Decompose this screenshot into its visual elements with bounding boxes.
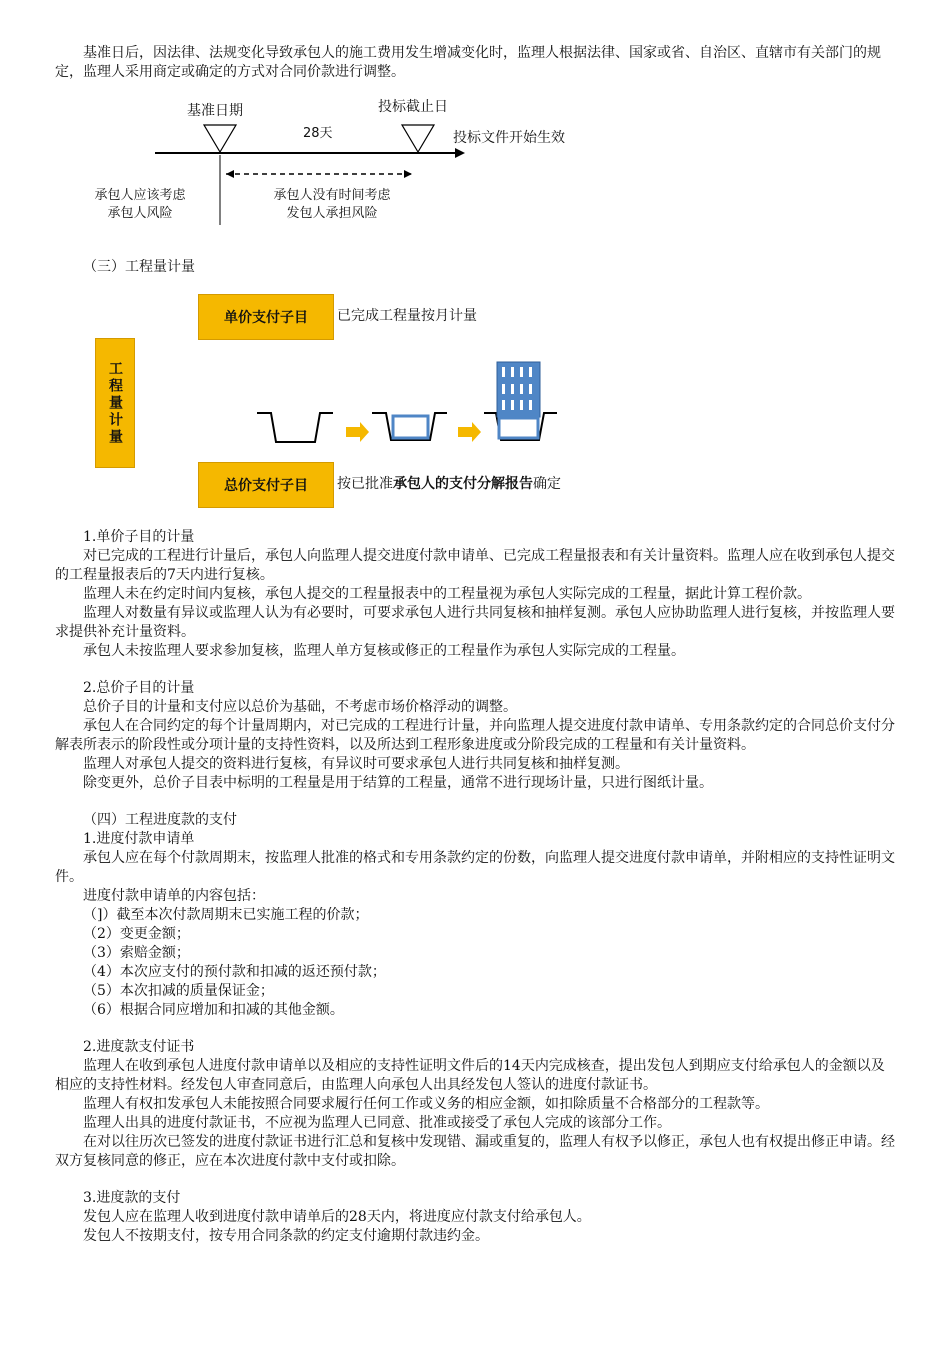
timeline-arrowhead [455, 148, 465, 158]
application-item-6: （6）根据合同应增加和扣减的其他金额。 [83, 1002, 344, 1018]
measurement-side-label: 工程量计量 [95, 338, 135, 468]
contractor-risk-note [85, 187, 195, 223]
total-price-desc [337, 473, 561, 493]
certificate-para-2: 监理人有权扣发承包人未能按照合同要求履行任何工作或义务的相应金额，如扣除质量不合格部分的工程款等。 [83, 1096, 769, 1112]
total-price-para-1: 总价子目的计量和支付应以总价为基础，不考虑市场价格浮动的调整。 [83, 699, 517, 715]
deadline-label: 投标截止日 [378, 99, 448, 115]
section3-title: （三）工程量计量 [83, 259, 195, 275]
right-note-line1: 承包人没有时间考虑 [273, 188, 391, 203]
section4-title: （四）工程进度款的支付 [83, 812, 237, 828]
unit-price-title: 1.单价子目的计量 [83, 529, 195, 545]
payment-para-2: 发包人不按期支付，按专用合同条款的约定支付逾期付款违约金。 [83, 1228, 489, 1244]
total-desc-post: 确定 [533, 476, 561, 492]
dash-arrow-right [404, 170, 412, 178]
stage-arrow-2 [458, 422, 481, 442]
employer-risk-note [262, 187, 402, 223]
unit-price-para-1: 对已完成的工程进行计量后，承包人向监理人提交进度付款申请单、已完成工程量报表和有关计量资料。监理人应在收到承包人提交的工程量报表后的7天内进行复核。 [55, 548, 895, 583]
application-item-5: （5）本次扣减的质量保证金； [83, 983, 274, 999]
total-desc-bold: 承包人的支付分解报告 [393, 476, 533, 492]
building-foundation [499, 418, 538, 438]
unit-price-para-3: 监理人对数量有异议或监理人认为有必要时，可要求承包人进行共同复核和抽样复测。承包人应协助监理人进行复核，并按监理人要求提供补充计量资料。 [55, 605, 895, 640]
certificate-title: 2.进度款支付证书 [83, 1039, 195, 1055]
unit-price-box: 单价支付子目 [198, 294, 334, 340]
certificate-para-1: 监理人在收到承包人进度付款申请单以及相应的支持性证明文件后的14天内完成核查，提出发包人到期应支付给承包人的金额以及相应的支持性材料。经发包人审查同意后，由监理人向承包人出具经发包人签认的进度付款证书。 [55, 1058, 885, 1093]
application-list-intro: 进度付款申请单的内容包括： [83, 888, 265, 904]
certificate-para-3: 监理人出具的进度付款证书，不应视为监理人已同意、批准或接受了承包人完成的该部分工作。 [83, 1115, 671, 1131]
total-price-para-2: 承包人在合同约定的每个计量周期内，对已完成的工程进行计量，并向监理人提交进度付款申请单、专用条款约定的合同总价支付分解表所表示的阶段性或分项计量的支持性资料，以及所达到工程形象进度或分阶段完成的工程量和有关计量资料。 [55, 718, 895, 753]
unit-price-desc: 已完成工程量按月计量 [337, 308, 477, 324]
payment-title: 3.进度款的支付 [83, 1190, 181, 1206]
base-date-marker [204, 125, 236, 152]
dash-arrow-left [226, 170, 234, 178]
effective-label: 投标文件开始生效 [453, 130, 565, 146]
total-price-para-3: 监理人对承包人提交的资料进行复核，有异议时可要求承包人进行共同复核和抽样复测。 [83, 756, 629, 772]
foundation-block [393, 416, 428, 438]
total-price-title: 2.总价子目的计量 [83, 680, 195, 696]
application-item-2: （2）变更金额； [83, 926, 190, 942]
left-note-line2: 承包人风险 [107, 206, 173, 221]
intro-block [55, 44, 897, 82]
right-note-line2: 发包人承担风险 [286, 206, 378, 221]
body-text [55, 528, 897, 1246]
unit-price-para-4: 承包人未按监理人要求参加复核，监理人单方复核或修正的工程量作为承包人实际完成的工程量。 [83, 643, 685, 659]
days-label: 28天 [303, 126, 333, 141]
total-desc-pre: 按已批准 [337, 476, 393, 492]
application-item-1: （]）截至本次付款周期末已实施工程的价款； [83, 907, 369, 923]
application-item-4: （4）本次应支付的预付款和扣减的返还预付款； [83, 964, 386, 980]
timeline-diagram [0, 90, 950, 240]
base-date-label: 基准日期 [187, 103, 243, 119]
application-para: 承包人应在每个付款周期末，按监理人批准的格式和专用条款约定的份数，向监理人提交进度付款申请单，并附相应的支持性证明文件。 [55, 850, 895, 885]
intro-paragraph: 基准日后，因法律、法规变化导致承包人的施工费用发生增减变化时，监理人根据法律、国家或省、自治区、直辖市有关部门的规定，监理人采用商定或确定的方式对合同价款进行调整。 [55, 45, 881, 80]
deadline-marker [402, 125, 434, 152]
application-title: 1.进度付款申请单 [83, 831, 195, 847]
payment-para-1: 发包人应在监理人收到进度付款申请单后的28天内，将进度应付款支付给承包人。 [83, 1209, 591, 1225]
section3-block [55, 258, 897, 277]
total-price-box: 总价支付子目 [198, 462, 334, 508]
stage-arrow-1 [346, 422, 369, 442]
left-note-line1: 承包人应该考虑 [94, 188, 186, 203]
trench-empty [257, 413, 333, 442]
certificate-para-4: 在对以往历次已签发的进度付款证书进行汇总和复核中发现错、漏或重复的，监理人有权予以修正，承包人也有权提出修正申请。经双方复核同意的修正，应在本次进度付款中支付或扣除。 [55, 1134, 895, 1169]
application-item-3: （3）索赔金额； [83, 945, 190, 961]
measurement-diagram [0, 290, 950, 515]
unit-price-para-2: 监理人未在约定时间内复核，承包人提交的工程量报表中的工程量视为承包人实际完成的工程量，据此计算工程价款。 [83, 586, 811, 602]
total-price-para-4: 除变更外，总价子目表中标明的工程量是用于结算的工程量，通常不进行现场计量，只进行图纸计量。 [83, 775, 713, 791]
